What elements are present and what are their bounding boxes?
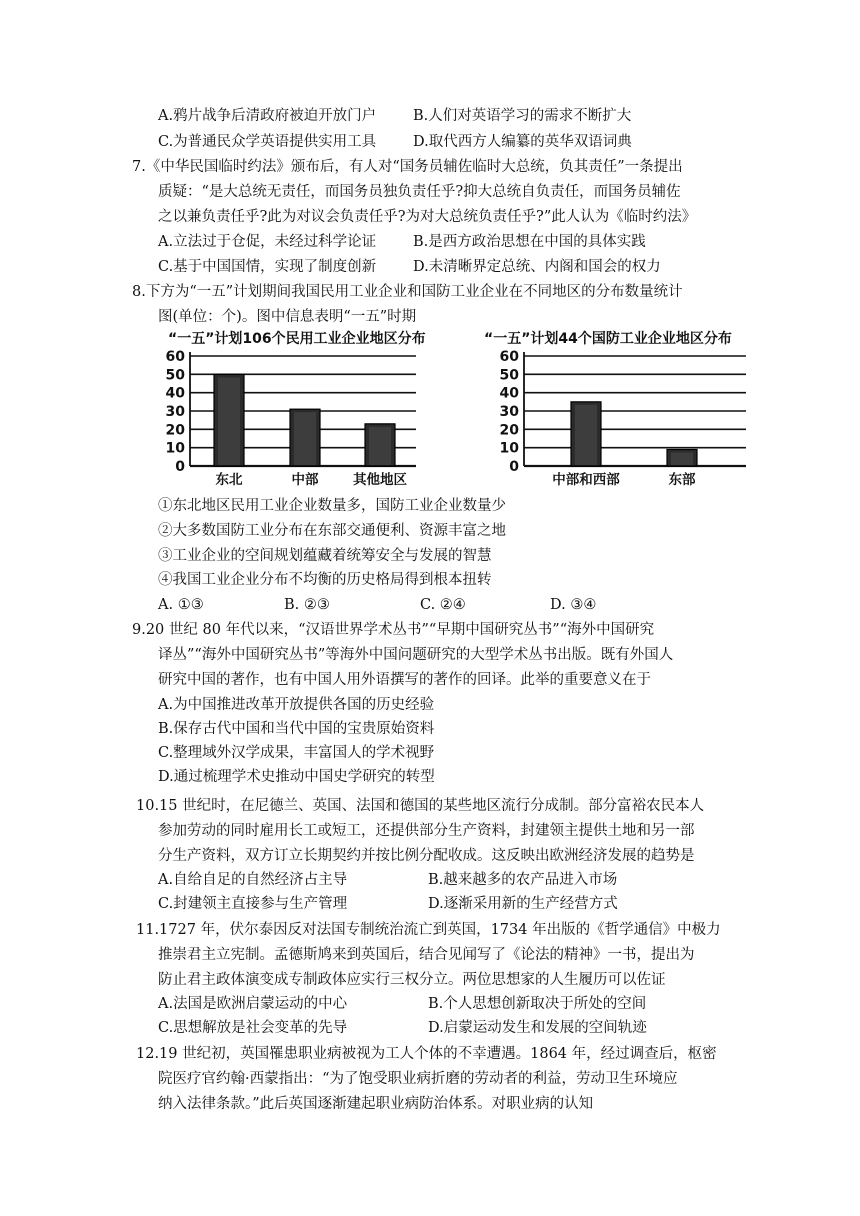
q8-stem-line-2: 图(单位：个)。图中信息表明“一五”时期 (158, 309, 417, 325)
q10-option-c: C.封建领主直接参与生产管理 (158, 896, 348, 912)
y-tick-label: 10 (499, 440, 519, 457)
q10-stem-line-1: 10.15 世纪时，在尼德兰、英国、法国和德国的某些地区流行分成制。部分富裕农民本人 (136, 798, 705, 814)
q6-option-a: A.鸦片战争后清政府被迫开放门户 (158, 108, 377, 124)
chart-1-title: “一五”计划106个民用工业企业地区分布 (168, 331, 426, 347)
y-tick-label: 0 (509, 459, 519, 475)
q9-option-a: A.为中国推进改革开放提供各国的历史经验 (158, 697, 435, 713)
q7-stem-line-1: 7.《中华民国临时约法》颁布后，有人对“国务员辅佐临时大总统，负其责任”一条提出 (132, 159, 683, 175)
y-tick-label: 20 (499, 422, 519, 439)
q10-option-b: B.越来越多的农产品进入市场 (428, 872, 618, 888)
q11-option-c: C.思想解放是社会变革的先导 (158, 1020, 348, 1036)
q7-option-b: B.是西方政治思想在中国的具体实践 (413, 234, 646, 250)
q9-stem-line-3: 研究中国的著作，也有中国人用外语撰写的著作的回译。此举的重要意义在于 (158, 672, 651, 688)
bar-shading (294, 412, 316, 465)
q11-stem-line-1: 11.1727 年，伏尔泰因反对法国专制统治流亡到英国，1734 年出版的《哲学通信》中极力 (136, 922, 721, 938)
q7-option-d: D.未清晰界定总统、内阁和国会的权力 (413, 259, 661, 275)
q11-option-b: B.个人思想创新取决于所处的空间 (428, 996, 647, 1012)
q8-option-a: A. ①③ (158, 597, 204, 613)
bar-shading (218, 377, 240, 465)
q7-option-a: A.立法过于仓促，未经过科学论证 (158, 234, 377, 250)
q10-stem-line-2: 参加劳动的同时雇用长工或短工，还提供部分生产资料，封建领主提供土地和另一部 (158, 823, 695, 839)
bar-shading (575, 405, 597, 465)
q9-stem-line-1: 9.20 世纪 80 年代以来，“汉语世界学术丛书”“早期中国研究丛书”“海外中国研究 (132, 622, 655, 638)
q12-stem-line-1: 12.19 世纪初，英国罹患职业病被视为工人个体的不幸遭遇。1864 年，经过调查后，枢密 (136, 1046, 717, 1062)
q10-option-d: D.逐渐采用新的生产经营方式 (428, 896, 618, 912)
q11-option-d: D.启蒙运动发生和发展的空间轨迹 (428, 1020, 647, 1036)
y-tick-label: 20 (165, 422, 185, 439)
y-tick-label: 40 (165, 385, 185, 402)
x-category-label: 东部 (668, 472, 696, 488)
q11-option-a: A.法国是欧洲启蒙运动的中心 (158, 996, 348, 1012)
y-tick-label: 50 (499, 367, 519, 384)
q8-option-d: D. ③④ (550, 597, 597, 613)
q10-option-a: A.自给自足的自然经济占主导 (158, 872, 348, 888)
y-tick-label: 10 (165, 440, 185, 457)
chart-2-title: “一五”计划44个国防工业企业地区分布 (484, 331, 732, 347)
q8-statement-4: ④我国工业企业分布不均衡的历史格局得到根本扭转 (158, 572, 492, 588)
q7-stem-line-2: 质疑：“是大总统无责任，而国务员独负责任乎?抑大总统自负责任，而国务员辅佐 (158, 184, 681, 200)
y-tick-label: 60 (165, 349, 185, 365)
x-category-label: 中部 (291, 472, 319, 488)
bar-shading (671, 453, 693, 466)
q11-stem-line-2: 推崇君主立宪制。孟德斯鸠来到英国后，结合见闻写了《论法的精神》一书，提出为 (158, 947, 695, 963)
y-tick-label: 30 (499, 404, 519, 420)
y-tick-label: 0 (175, 459, 185, 475)
y-tick-label: 40 (499, 385, 519, 402)
q9-stem-line-2: 译丛”“海外中国研究丛书”等海外中国问题研究的大型学术丛书出版。既有外国人 (158, 647, 674, 663)
q6-option-c: C.为普通民众学英语提供实用工具 (158, 134, 377, 150)
x-category-label: 其他地区 (353, 472, 407, 488)
y-tick-label: 50 (165, 367, 185, 384)
q8-statement-3: ③工业企业的空间规划蕴藏着统筹安全与发展的智慧 (158, 548, 492, 564)
q8-option-c: C. ②④ (420, 597, 466, 613)
y-tick-label: 30 (165, 404, 185, 420)
q9-option-b: B.保存古代中国和当代中国的宝贵原始资料 (158, 721, 435, 737)
q9-option-d: D.通过梳理学术史推动中国史学研究的转型 (158, 769, 435, 785)
q10-stem-line-3: 分生产资料，双方订立长期契约并按比例分配收成。这反映出欧洲经济发展的趋势是 (158, 848, 695, 864)
q12-stem-line-2: 院医疗官约翰·西蒙指出：“为了饱受职业病折磨的劳动者的利益，劳动卫生环境应 (158, 1071, 678, 1087)
q6-option-d: D.取代西方人编纂的英华双语词典 (413, 134, 632, 150)
q6-option-b: B.人们对英语学习的需求不断扩大 (413, 108, 632, 124)
q8-statement-2: ②大多数国防工业分布在东部交通便利、资源丰富之地 (158, 523, 506, 539)
x-category-label: 东北 (215, 472, 243, 488)
q7-stem-line-3: 之以兼负责任乎?此为对议会负责任乎?为对大总统负责任乎?”此人认为《临时约法》 (158, 209, 697, 225)
q8-stem-line-1: 8.下方为“一五”计划期间我国民用工业企业和国防工业企业在不同地区的分布数量统计 (132, 284, 683, 300)
bar-shading (369, 427, 391, 465)
chart-civilian-industry (150, 344, 435, 490)
q9-option-c: C.整理域外汉学成果，丰富国人的学术视野 (158, 745, 435, 761)
q8-statement-1: ①东北地区民用工业企业数量多，国防工业企业数量少 (158, 498, 506, 514)
chart-defense-industry (488, 344, 768, 490)
q7-option-c: C.基于中国国情，实现了制度创新 (158, 259, 377, 275)
y-tick-label: 60 (499, 349, 519, 365)
q12-stem-line-3: 纳入法律条款。”此后英国逐渐建起职业病防治体系。对职业病的认知 (158, 1096, 594, 1112)
q11-stem-line-3: 防止君主政体演变成专制政体应实行三权分立。两位思想家的人生履历可以佐证 (158, 972, 666, 988)
x-category-label: 中部和西部 (552, 472, 620, 488)
q8-option-b: B. ②③ (284, 597, 330, 613)
